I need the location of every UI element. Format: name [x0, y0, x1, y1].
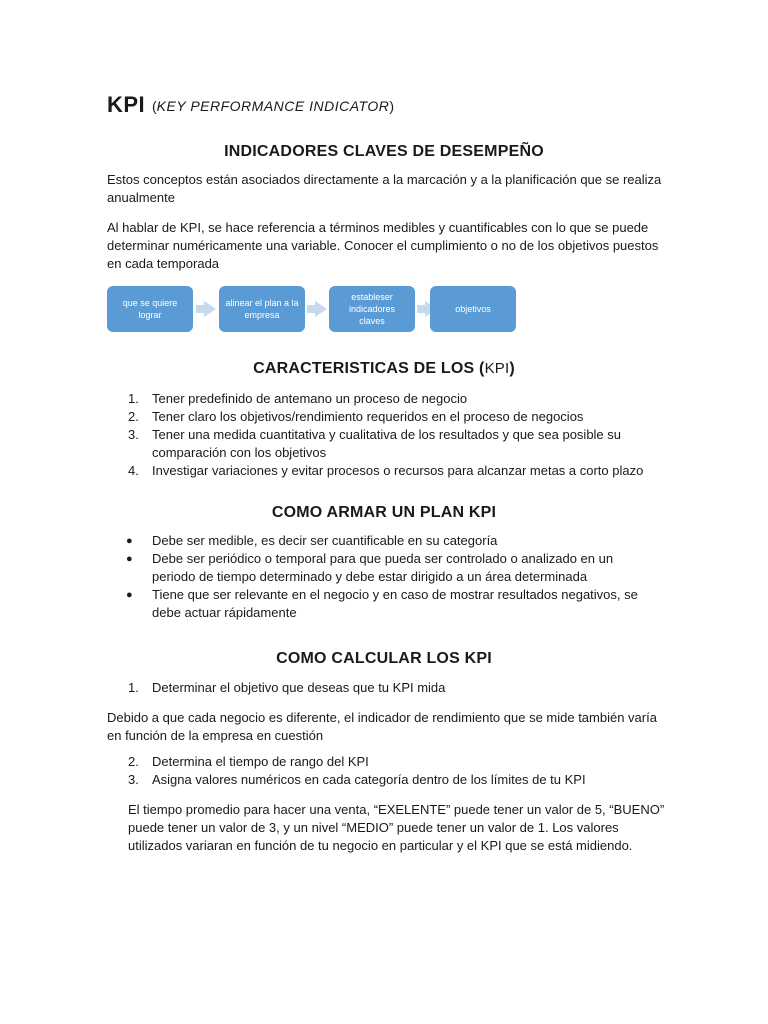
calcular-list-1: [128, 679, 648, 697]
kpi-definition-paragraph: Al hablar de KPI, se hace referencia a términos medibles y cuantificables con lo que se puede determinar numéricamente una variable. Conocer el cumplimiento o no de los objetivos puestos en cada temporada: [107, 220, 659, 271]
list-number: 1.: [128, 680, 139, 695]
bullet-icon: ●: [126, 535, 133, 547]
heading-close: ): [509, 360, 515, 377]
list-item: [128, 426, 648, 462]
list-item: [106, 532, 646, 550]
list-number: 2.: [128, 409, 139, 424]
bullet-icon: ●: [126, 589, 133, 601]
kpi-process-flow: [107, 286, 517, 334]
list-item: [128, 390, 648, 408]
list-item: [106, 550, 646, 586]
subtitle-close-paren: ): [389, 98, 394, 114]
list-number: 2.: [128, 754, 139, 769]
flow-arrow-icon: [204, 301, 216, 317]
heading-text: CARACTERISTICAS DE LOS (: [253, 360, 485, 377]
section-heading-plan: COMO ARMAR UN PLAN KPI: [271, 504, 497, 521]
negocio-paragraph: Debido a que cada negocio es diferente, el indicador de rendimiento que se mide también varía en función de la empresa en cuestión: [107, 710, 657, 743]
subtitle-text: KEY PERFORMANCE INDICATOR: [156, 98, 390, 114]
flow-step-1: que se quiere lograr: [107, 286, 193, 332]
list-number: 1.: [128, 391, 139, 406]
calcular-list-2: [128, 753, 648, 789]
plan-bullet-list: [106, 532, 646, 622]
intro-paragraph: Estos conceptos están asociados directamente a la marcación y a la planificación que se realiza anualmente: [107, 172, 662, 205]
list-item: [128, 679, 648, 697]
list-number: 3.: [128, 772, 139, 787]
list-number: 3.: [128, 427, 139, 442]
doc-title: KPI: [107, 92, 146, 117]
list-item-text: Determina el tiempo de rango del KPI: [152, 754, 369, 769]
flow-step-2: alinear el plan a la empresa: [219, 286, 305, 332]
list-item-text: Tiene que ser relevante en el negocio y en caso de mostrar resultados negativos, se debe actuar rápidamente: [152, 587, 638, 620]
list-item-text: Debe ser medible, es decir ser cuantificable en su categoría: [152, 533, 498, 548]
list-item: [128, 462, 648, 480]
list-item: [128, 753, 648, 771]
list-item: [128, 408, 648, 426]
list-item-text: Tener una medida cuantitativa y cualitativa de los resultados y que sea posible su comparación con los objetivos: [152, 427, 622, 460]
list-item-text: Tener claro los objetivos/rendimiento requeridos en el proceso de negocios: [152, 409, 584, 424]
list-item-text: Tener predefinido de antemano un proceso de negocio: [152, 391, 468, 406]
heading-kpi: KPI: [484, 360, 510, 377]
list-item-text: Debe ser periódico o temporal para que pueda ser controlado o analizado en un periodo de tiempo determinado y debe estar dirigido a un área determinada: [152, 551, 614, 584]
list-item-text: Determinar el objetivo que deseas que tu KPI mida: [152, 680, 446, 695]
bullet-icon: ●: [126, 553, 133, 565]
caracteristicas-list: [128, 390, 648, 480]
list-item-text: Asigna valores numéricos en cada categoría dentro de los límites de tu KPI: [152, 772, 586, 787]
flow-step-3: estableser indicadores claves: [329, 286, 415, 332]
flow-arrow-icon: [315, 301, 327, 317]
section-heading-indicadores: INDICADORES CLAVES DE DESEMPEÑO: [224, 143, 544, 160]
subtitle-open-paren: (: [152, 98, 157, 114]
valores-paragraph: El tiempo promedio para hacer una venta, “EXELENTE” puede tener un valor de 5, “BUENO” puede tener un valor de 3, y un nivel “MEDIO” puede tener un valor de 1. Los valores utilizados variaran en función de tu negocio en particular y el KPI que se está midiendo.: [128, 802, 665, 853]
list-item-text: Investigar variaciones y evitar procesos o recursos para alcanzar metas a corto plazo: [152, 463, 644, 478]
list-item: [128, 771, 648, 789]
list-number: 4.: [128, 463, 139, 478]
list-item: [106, 586, 646, 622]
flow-step-4: objetivos: [430, 286, 516, 332]
section-heading-calcular: COMO CALCULAR LOS KPI: [276, 650, 492, 667]
doc-subtitle: [152, 98, 394, 114]
section-heading-caracteristicas: [0, 360, 768, 378]
